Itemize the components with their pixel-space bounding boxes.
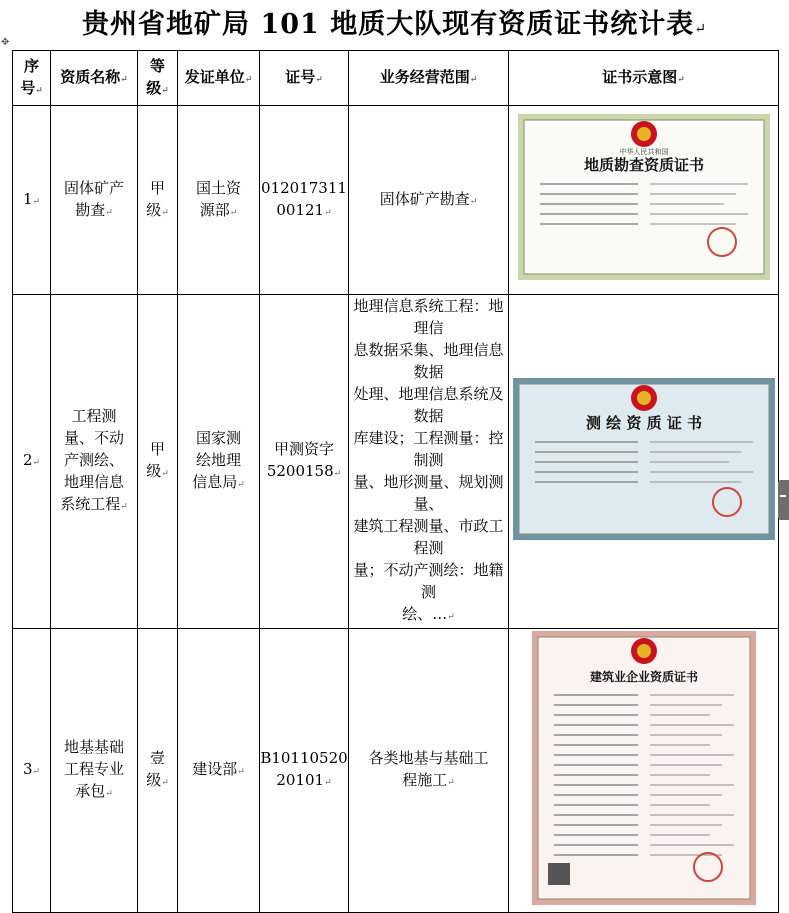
certificate-image	[532, 631, 756, 905]
scope-line: 各类地基与基础工	[368, 749, 489, 767]
scope-line: 息数据采集、地理信息数据	[353, 341, 504, 381]
scope-line: 固体矿产勘查	[379, 189, 470, 208]
cert-no-line: 5200158	[266, 462, 334, 480]
issuer-line: 建设部	[192, 760, 238, 778]
seq-number: 3	[22, 760, 33, 778]
cert-title: 地质勘查资质证书	[583, 156, 704, 174]
scope-line: 绘、…	[402, 605, 448, 623]
cell-name: 工程测 量、不动 产测绘、 地理信息 系统工程↵	[51, 295, 138, 629]
issuer-line: 国土资	[195, 178, 241, 197]
header-grade: 等 级↵	[138, 51, 178, 106]
grade-line: 级	[146, 200, 162, 219]
qualification-table	[12, 50, 779, 913]
scope-line: 建筑工程测量、市政工程测	[353, 517, 504, 557]
scroll-handle[interactable]	[778, 480, 789, 520]
scope-line: 处理、地理信息系统及数据	[353, 385, 504, 425]
name-line: 勘查	[75, 200, 106, 219]
table-row	[13, 295, 779, 629]
issuer-line: 信息局	[192, 473, 238, 491]
cell-grade: 壹 级↵	[138, 629, 178, 913]
seq-number: 1	[22, 189, 33, 208]
cert-no-line: 甲测资字	[273, 440, 334, 458]
cert-title: 建筑业企业资质证书	[589, 669, 698, 684]
name-line: 地基基础	[63, 738, 124, 756]
name-line: 系统工程	[60, 495, 121, 513]
scope-line: 库建设；工程测量：控制测	[353, 429, 504, 469]
header-row	[13, 51, 779, 106]
cell-cert-no: B10110520 20101↵	[260, 629, 349, 913]
name-line: 工程专业	[63, 760, 124, 778]
name-line: 量、不动	[63, 429, 124, 447]
header-scope: 业务经营范围↵	[349, 51, 509, 106]
table-row	[13, 106, 779, 295]
cell-cert-no: 012017311 00121↵	[260, 106, 349, 295]
grade-line: 级	[146, 462, 162, 480]
cert-no-line: 20101	[276, 771, 325, 789]
cell-seq: 1↵	[13, 106, 51, 295]
table-anchor-icon[interactable]: ✥	[1, 37, 10, 48]
header-seq: 序 号↵	[13, 51, 51, 106]
cell-grade: 甲 级↵	[138, 295, 178, 629]
name-line: 产测绘、	[63, 451, 124, 469]
grade-line: 甲	[149, 440, 165, 458]
grade-line: 级	[146, 771, 162, 789]
seq-number: 2	[22, 451, 33, 469]
cell-issuer: 国土资 源部↵	[178, 106, 260, 295]
cell-cert-image	[509, 295, 779, 629]
issuer-line: 绘地理	[195, 451, 241, 469]
grade-line: 甲	[149, 178, 165, 197]
cell-scope: 地理信息系统工程：地理信 息数据采集、地理信息数据 处理、地理信息系统及数据 库建设；工程测量：控制测 量、地形测量、规划测量、 建筑工程测量、市政工程测 量；不动产测绘：地籍测 绘、…↵	[349, 295, 509, 629]
emblem-center	[637, 391, 651, 405]
cell-name: 固体矿产 勘查↵	[51, 106, 138, 295]
issuer-line: 国家测	[195, 429, 241, 447]
emblem-center	[637, 644, 651, 658]
scope-line: 量；不动产测绘：地籍测	[353, 561, 504, 601]
qr-code-icon	[548, 863, 570, 885]
cert-no-line: 012017311	[261, 178, 347, 197]
cert-no-line: 00121	[276, 200, 325, 219]
name-line: 固体矿产	[63, 178, 124, 197]
header-image: 证书示意图↵	[509, 51, 779, 106]
cell-issuer: 建设部↵	[178, 629, 260, 913]
certificate-image	[513, 378, 775, 540]
certificate-image	[518, 114, 770, 280]
cell-seq: 2↵	[13, 295, 51, 629]
cert-top-label: 中华人民共和国	[619, 148, 668, 156]
cert-title: 测 绘 资 质 证 书	[585, 413, 702, 432]
name-line: 工程测	[71, 407, 117, 425]
scope-line: 程施工	[402, 771, 448, 789]
header-name: 资质名称↵	[51, 51, 138, 106]
cell-name: 地基基础 工程专业 承包↵	[51, 629, 138, 913]
table-row	[13, 629, 779, 913]
scope-line: 量、地形测量、规划测量、	[353, 473, 504, 513]
header-issuer: 发证单位↵	[178, 51, 260, 106]
cell-cert-no: 甲测资字 5200158↵	[260, 295, 349, 629]
cell-issuer: 国家测 绘地理 信息局↵	[178, 295, 260, 629]
grade-line: 壹	[149, 749, 165, 767]
cell-cert-image	[509, 106, 779, 295]
cert-no-line: B10110520	[260, 749, 348, 767]
emblem-center	[637, 127, 651, 141]
cell-seq: 3↵	[13, 629, 51, 913]
cell-scope: 固体矿产勘查↵	[349, 106, 509, 295]
page-title: 贵州省地矿局 101 地质大队现有资质证书统计表↵	[82, 9, 707, 40]
header-cert-no: 证号↵	[260, 51, 349, 106]
cell-grade: 甲 级↵	[138, 106, 178, 295]
issuer-line: 源部	[199, 200, 230, 219]
scope-line: 地理信息系统工程：地理信	[353, 297, 504, 337]
name-line: 承包	[75, 782, 106, 800]
cell-cert-image	[509, 629, 779, 913]
cell-scope: 各类地基与基础工 程施工↵	[349, 629, 509, 913]
name-line: 地理信息	[63, 473, 124, 491]
